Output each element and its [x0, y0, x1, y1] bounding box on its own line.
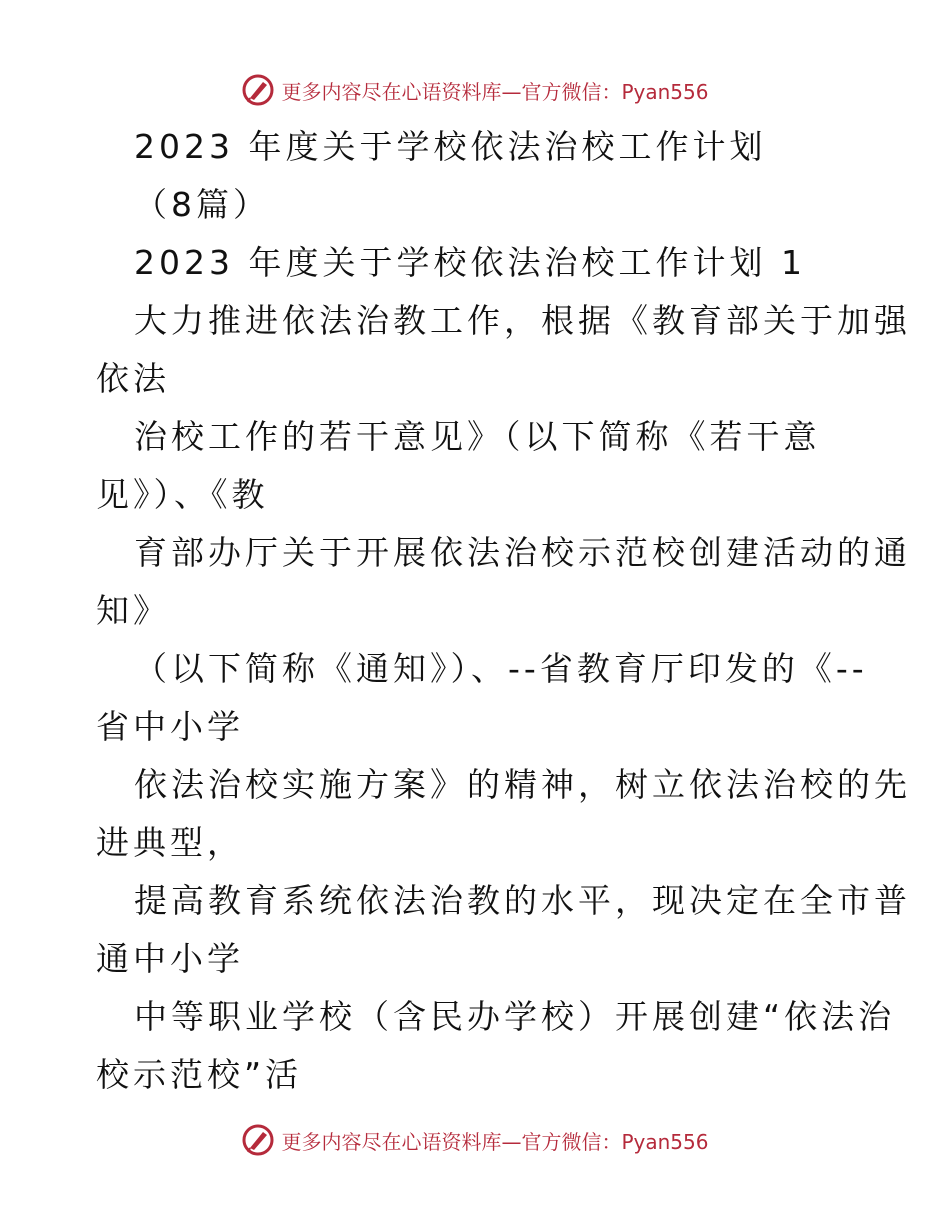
document-line: 校示范校”活 — [96, 1055, 303, 1094]
document-line: 进典型， — [96, 823, 244, 862]
document-line: 省中小学 — [96, 707, 244, 746]
document-line: 依法 — [96, 359, 170, 398]
document-line: 育部办厅关于开展依法治校示范校创建活动的通 — [134, 533, 911, 572]
document-line: 中等职业学校（含民办学校）开展创建“依法治 — [134, 997, 896, 1036]
document-line: 治校工作的若干意见》（以下简称《若干意 — [134, 417, 821, 456]
watermark-text: 更多内容尽在心语资料库—官方微信：Pyan556 — [281, 79, 709, 104]
document-line: 见》）、《教 — [96, 475, 269, 514]
document-line: 提高教育系统依法治教的水平，现决定在全市普 — [134, 881, 911, 920]
watermark-header — [0, 70, 950, 110]
quill-logo-icon — [241, 73, 275, 107]
watermark-text: 更多内容尽在心语资料库—官方微信：Pyan556 — [281, 1129, 709, 1154]
document-line: 通中小学 — [96, 939, 244, 978]
document-line: 依法治校实施方案》的精神，树立依法治校的先 — [134, 765, 911, 804]
document-line: （8篇） — [134, 185, 270, 224]
document-line: 大力推进依法治教工作，根据《教育部关于加强 — [134, 301, 911, 340]
document-body — [96, 118, 911, 1104]
watermark-footer — [0, 1120, 950, 1160]
document-line: 2023 年度关于学校依法治校工作计划 — [134, 127, 767, 166]
quill-logo-icon — [241, 1123, 275, 1157]
document-line: 2023 年度关于学校依法治校工作计划 1 — [134, 243, 806, 282]
document-line: （以下简称《通知》）、--省教育厅印发的《-- — [134, 649, 868, 688]
document-line: 知》 — [96, 591, 170, 630]
